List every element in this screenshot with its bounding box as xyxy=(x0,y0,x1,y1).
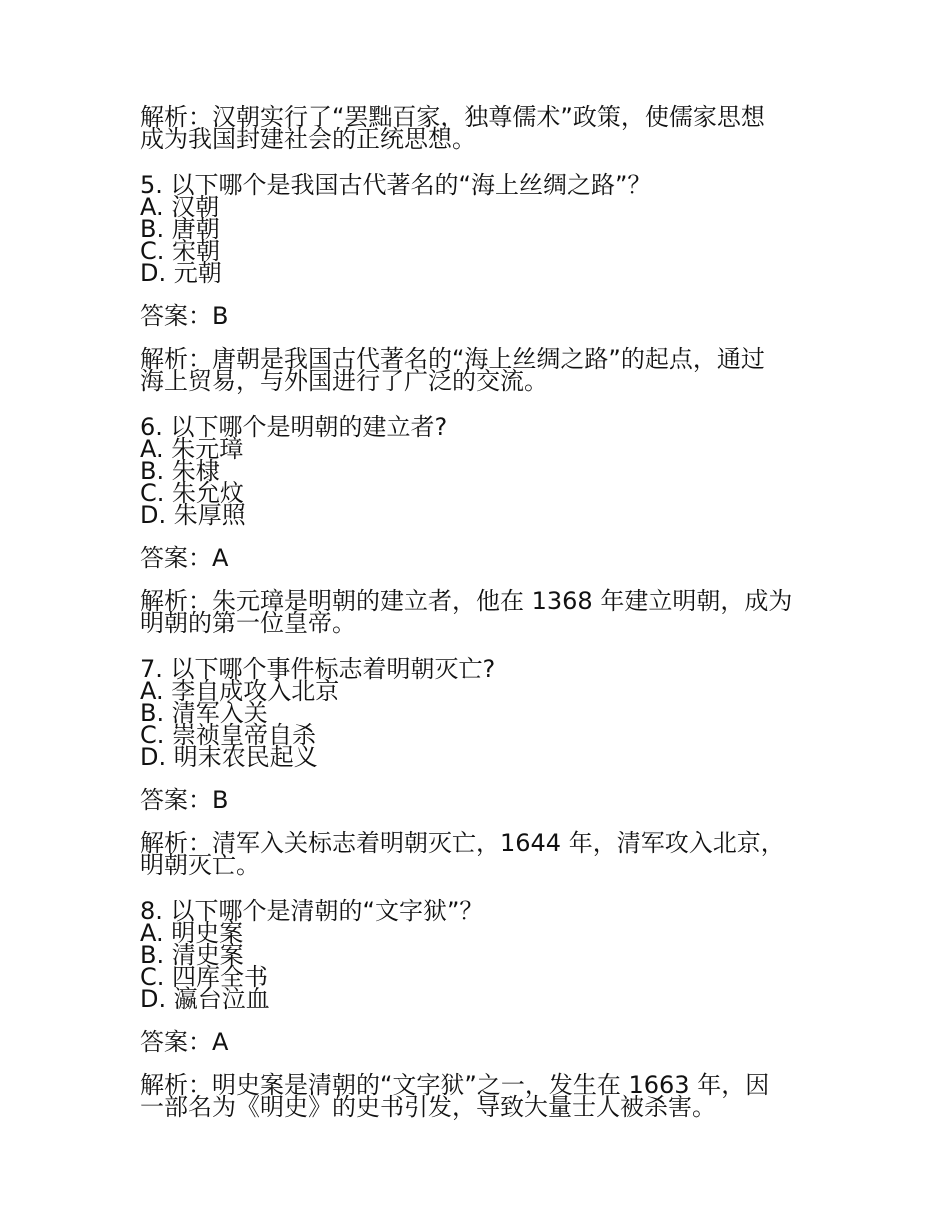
option-d: D. 明末农民起义 xyxy=(140,743,318,771)
explanation-line: 海上贸易，与外国进行了广泛的交流。 xyxy=(140,367,548,395)
question-block xyxy=(140,655,820,771)
explanation-line: 解析：清军入关标志着明朝灭亡，1644 年，清军攻入北京， xyxy=(140,829,785,857)
option-d: D. 瀛台泣血 xyxy=(140,985,270,1013)
option-a: A. 朱元璋 xyxy=(140,435,244,463)
option-c: C. 朱允炆 xyxy=(140,479,245,507)
explanation-line: 明朝灭亡。 xyxy=(140,851,260,879)
question-text: 5. 以下哪个是我国古代著名的“海上丝绸之路”？ xyxy=(140,171,652,199)
explanation xyxy=(140,587,820,637)
explanation-line: 解析：朱元璋是明朝的建立者，他在 1368 年建立明朝，成为 xyxy=(140,587,793,615)
explanation xyxy=(140,345,820,395)
option-c: C. 宋朝 xyxy=(140,237,221,265)
option-d: D. 朱厚照 xyxy=(140,501,246,529)
answer-line xyxy=(140,302,820,330)
answer-text: 答案：B xyxy=(140,302,229,330)
question-block xyxy=(140,171,820,287)
answer-text: 答案：A xyxy=(140,1028,229,1056)
option-a: A. 汉朝 xyxy=(140,193,220,221)
question-text: 6. 以下哪个是明朝的建立者? xyxy=(140,413,448,441)
answer-text: 答案：B xyxy=(140,786,229,814)
option-c: C. 四库全书 xyxy=(140,963,269,991)
option-c: C. 崇祯皇帝自杀 xyxy=(140,721,317,749)
answer-text: 答案：A xyxy=(140,544,229,572)
option-b: B. 清史案 xyxy=(140,941,244,969)
explanation-line: 一部名为《明史》的史书引发，导致大量士人被杀害。 xyxy=(140,1093,716,1121)
option-b: B. 清军入关 xyxy=(140,699,268,727)
explanation-line: 成为我国封建社会的正统思想。 xyxy=(140,125,476,153)
answer-line xyxy=(140,544,820,572)
answer-line xyxy=(140,1028,820,1056)
question-text: 7. 以下哪个事件标志着明朝灭亡? xyxy=(140,655,496,683)
explanation-line: 解析：汉朝实行了“罢黜百家，独尊儒术”政策，使儒家思想 xyxy=(140,103,765,131)
question-block xyxy=(140,413,820,529)
explanation xyxy=(140,1071,820,1121)
answer-line xyxy=(140,786,820,814)
explanation xyxy=(140,829,820,879)
option-b: B. 唐朝 xyxy=(140,215,220,243)
explanation-line: 解析：明史案是清朝的“文字狱”之一，发生在 1663 年，因 xyxy=(140,1071,770,1099)
option-a: A. 李自成攻入北京 xyxy=(140,677,340,705)
explanation-line: 明朝的第一位皇帝。 xyxy=(140,609,356,637)
explanation-line: 解析：唐朝是我国古代著名的“海上丝绸之路”的起点，通过 xyxy=(140,345,765,373)
option-b: B. 朱棣 xyxy=(140,457,220,485)
question-text: 8. 以下哪个是清朝的“文字狱”？ xyxy=(140,897,484,925)
question-block xyxy=(140,897,820,1013)
document-content xyxy=(140,103,820,1121)
option-d: D. 元朝 xyxy=(140,259,222,287)
option-a: A. 明史案 xyxy=(140,919,244,947)
intro-explanation xyxy=(140,103,820,153)
